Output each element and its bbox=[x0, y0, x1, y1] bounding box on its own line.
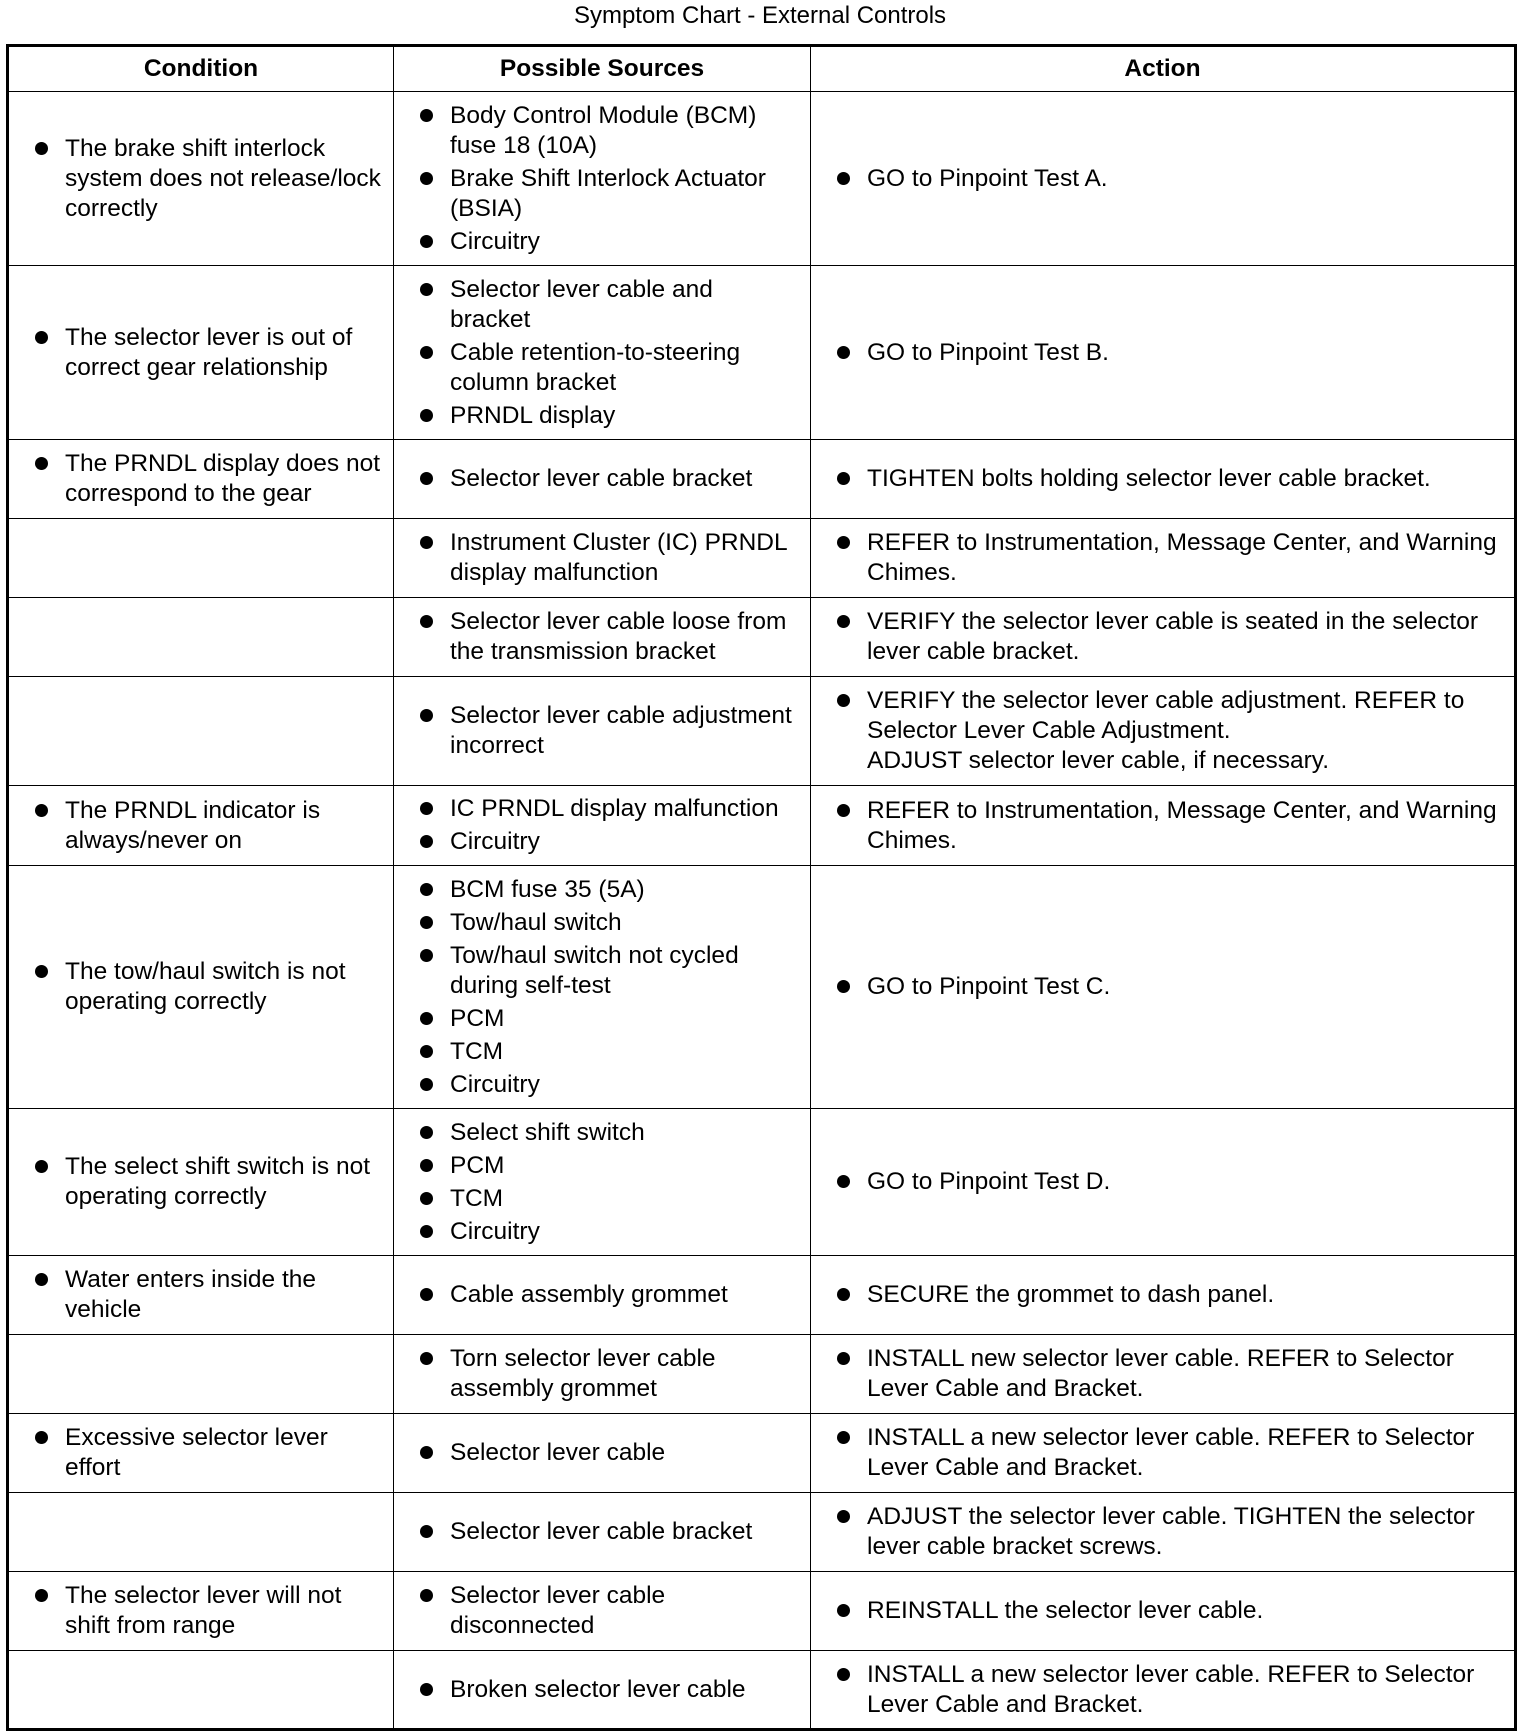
bullet-icon bbox=[420, 802, 433, 815]
condition-cell bbox=[8, 598, 394, 677]
action-text-line: REFER to Instrumentation, Message Center, and Warning Chimes. bbox=[867, 796, 1497, 854]
source-list bbox=[408, 464, 798, 494]
source-list bbox=[408, 1344, 798, 1404]
action-cell bbox=[811, 1414, 1516, 1493]
condition-text: The brake shift interlock system does not release/lock correctly bbox=[65, 134, 381, 222]
source-text: TCM bbox=[450, 1037, 504, 1065]
bullet-icon bbox=[837, 1668, 850, 1681]
action-bullet-item bbox=[825, 1280, 1502, 1310]
action-text-line: INSTALL new selector lever cable. REFER to Selector Lever Cable and Bracket. bbox=[867, 1345, 1454, 1402]
condition-bullet-item bbox=[23, 1152, 381, 1212]
source-list bbox=[408, 794, 798, 857]
bullet-icon bbox=[837, 346, 850, 359]
source-cell bbox=[394, 786, 811, 866]
source-list bbox=[408, 528, 798, 588]
action-cell bbox=[811, 1651, 1516, 1730]
condition-list bbox=[23, 796, 381, 856]
source-text: PCM bbox=[450, 1151, 505, 1179]
bullet-icon bbox=[837, 1604, 850, 1617]
table-row bbox=[8, 440, 1516, 519]
bullet-icon bbox=[420, 1126, 433, 1139]
table-row bbox=[8, 677, 1516, 786]
condition-list bbox=[23, 1265, 381, 1325]
header-row bbox=[8, 46, 1516, 92]
source-text: Circuitry bbox=[450, 1217, 540, 1245]
source-bullet-item bbox=[408, 1280, 798, 1310]
bullet-icon bbox=[35, 965, 48, 978]
bullet-icon bbox=[35, 457, 48, 470]
source-bullet-item bbox=[408, 875, 798, 905]
source-list bbox=[408, 607, 798, 667]
condition-text: The selector lever will not shift from range bbox=[65, 1582, 342, 1639]
action-text-line: GO to Pinpoint Test A. bbox=[867, 164, 1108, 192]
table-row bbox=[8, 786, 1516, 866]
bullet-icon bbox=[420, 615, 433, 628]
table-row bbox=[8, 1572, 1516, 1651]
action-text-line: TIGHTEN bolts holding selector lever cable bracket. bbox=[867, 465, 1431, 492]
condition-list bbox=[23, 957, 381, 1017]
source-cell bbox=[394, 598, 811, 677]
source-list bbox=[408, 1118, 798, 1247]
action-bullet-item bbox=[825, 528, 1502, 588]
condition-cell bbox=[8, 266, 394, 440]
source-text: PRNDL display bbox=[450, 401, 616, 429]
action-list bbox=[825, 796, 1502, 856]
action-bullet-item bbox=[825, 338, 1502, 368]
source-bullet-item bbox=[408, 338, 798, 398]
action-text-line: ADJUST selector lever cable, if necessary. bbox=[867, 747, 1330, 774]
bullet-icon bbox=[35, 1431, 48, 1444]
bullet-icon bbox=[837, 472, 850, 485]
source-cell bbox=[394, 1109, 811, 1256]
action-list bbox=[825, 1502, 1502, 1562]
source-bullet-item bbox=[408, 794, 798, 824]
source-bullet-item bbox=[408, 1438, 798, 1468]
bullet-icon bbox=[35, 804, 48, 817]
bullet-icon bbox=[420, 536, 433, 549]
action-cell bbox=[811, 866, 1516, 1109]
source-list bbox=[408, 701, 798, 761]
source-text: BCM fuse 35 (5A) bbox=[450, 875, 645, 903]
condition-cell bbox=[8, 677, 394, 786]
condition-bullet-item bbox=[23, 1423, 381, 1483]
condition-text: The PRNDL indicator is always/never on bbox=[65, 796, 321, 854]
action-list bbox=[825, 1167, 1502, 1197]
source-text: Body Control Module (BCM) fuse 18 (10A) bbox=[450, 101, 757, 159]
condition-list bbox=[23, 134, 381, 224]
source-cell bbox=[394, 1651, 811, 1730]
source-bullet-item bbox=[408, 401, 798, 431]
bullet-icon bbox=[420, 283, 433, 296]
source-list bbox=[408, 1675, 798, 1705]
source-bullet-item bbox=[408, 1581, 798, 1641]
action-list bbox=[825, 338, 1502, 368]
source-text: Selector lever cable bbox=[450, 1439, 666, 1466]
bullet-icon bbox=[420, 235, 433, 248]
action-bullet-item bbox=[825, 1167, 1502, 1197]
source-cell bbox=[394, 1572, 811, 1651]
bullet-icon bbox=[837, 980, 850, 993]
source-bullet-item bbox=[408, 464, 798, 494]
bullet-icon bbox=[420, 409, 433, 422]
source-list bbox=[408, 101, 798, 257]
condition-bullet-item bbox=[23, 1581, 381, 1641]
condition-text: The select shift switch is not operating correctly bbox=[65, 1153, 371, 1210]
source-bullet-item bbox=[408, 908, 798, 938]
source-bullet-item bbox=[408, 701, 798, 761]
condition-cell bbox=[8, 1493, 394, 1572]
action-cell bbox=[811, 519, 1516, 598]
action-text-line: GO to Pinpoint Test D. bbox=[867, 1168, 1111, 1195]
bullet-icon bbox=[837, 536, 850, 549]
bullet-icon bbox=[420, 1446, 433, 1459]
bullet-icon bbox=[420, 1225, 433, 1238]
action-bullet-item bbox=[825, 686, 1502, 776]
bullet-icon bbox=[420, 472, 433, 485]
condition-bullet-item bbox=[23, 796, 381, 856]
action-list bbox=[825, 686, 1502, 776]
symptom-chart-table bbox=[6, 44, 1517, 1731]
action-cell bbox=[811, 1493, 1516, 1572]
source-list bbox=[408, 275, 798, 431]
table-row bbox=[8, 1109, 1516, 1256]
bullet-icon bbox=[837, 1510, 850, 1523]
table-row bbox=[8, 1651, 1516, 1730]
source-text: Circuitry bbox=[450, 828, 540, 855]
action-cell bbox=[811, 1109, 1516, 1256]
bullet-icon bbox=[837, 1352, 850, 1365]
bullet-icon bbox=[837, 615, 850, 628]
source-text: Torn selector lever cable assembly grommet bbox=[450, 1345, 716, 1402]
source-text: Brake Shift Interlock Actuator (BSIA) bbox=[450, 164, 766, 222]
condition-cell bbox=[8, 1572, 394, 1651]
bullet-icon bbox=[837, 1175, 850, 1188]
bullet-icon bbox=[837, 172, 850, 185]
source-bullet-item bbox=[408, 1217, 798, 1247]
bullet-icon bbox=[837, 1288, 850, 1301]
condition-cell bbox=[8, 1256, 394, 1335]
bullet-icon bbox=[35, 1273, 48, 1286]
action-bullet-item bbox=[825, 464, 1502, 494]
source-text: Selector lever cable loose from the transmission bracket bbox=[450, 608, 787, 665]
table-body bbox=[8, 92, 1516, 1730]
bullet-icon bbox=[420, 1525, 433, 1538]
source-bullet-item bbox=[408, 1184, 798, 1214]
action-bullet-item bbox=[825, 1660, 1502, 1720]
action-list bbox=[825, 528, 1502, 588]
source-text: Selector lever cable and bracket bbox=[450, 275, 713, 333]
source-bullet-item bbox=[408, 1151, 798, 1181]
action-list bbox=[825, 1660, 1502, 1720]
action-text-line: INSTALL a new selector lever cable. REFER to Selector Lever Cable and Bracket. bbox=[867, 1660, 1475, 1718]
source-cell bbox=[394, 866, 811, 1109]
condition-cell bbox=[8, 866, 394, 1109]
source-list bbox=[408, 1438, 798, 1468]
bullet-icon bbox=[420, 346, 433, 359]
condition-cell bbox=[8, 519, 394, 598]
bullet-icon bbox=[420, 1352, 433, 1365]
source-bullet-item bbox=[408, 1070, 798, 1100]
action-bullet-item bbox=[825, 1502, 1502, 1562]
bullet-icon bbox=[35, 1589, 48, 1602]
action-cell bbox=[811, 1335, 1516, 1414]
condition-cell bbox=[8, 1109, 394, 1256]
source-cell bbox=[394, 1493, 811, 1572]
source-bullet-item bbox=[408, 1037, 798, 1067]
source-list bbox=[408, 1581, 798, 1641]
condition-list bbox=[23, 1423, 381, 1483]
action-cell bbox=[811, 677, 1516, 786]
action-bullet-item bbox=[825, 1344, 1502, 1404]
column-header-condition: Condition bbox=[8, 46, 394, 92]
bullet-icon bbox=[35, 142, 48, 155]
source-list bbox=[408, 875, 798, 1100]
table-row bbox=[8, 1414, 1516, 1493]
action-text-line: SECURE the grommet to dash panel. bbox=[867, 1281, 1275, 1308]
source-bullet-item bbox=[408, 607, 798, 667]
bullet-icon bbox=[420, 1012, 433, 1025]
bullet-icon bbox=[420, 883, 433, 896]
condition-text: Excessive selector lever effort bbox=[65, 1424, 328, 1481]
action-text-line: INSTALL a new selector lever cable. REFER to Selector Lever Cable and Bracket. bbox=[867, 1424, 1475, 1481]
condition-cell bbox=[8, 1651, 394, 1730]
condition-cell bbox=[8, 1414, 394, 1493]
source-text: Circuitry bbox=[450, 227, 540, 255]
condition-list bbox=[23, 449, 381, 509]
bullet-icon bbox=[420, 172, 433, 185]
action-list bbox=[825, 1423, 1502, 1483]
source-bullet-item bbox=[408, 227, 798, 257]
source-list bbox=[408, 1280, 798, 1310]
action-cell bbox=[811, 440, 1516, 519]
condition-bullet-item bbox=[23, 1265, 381, 1325]
condition-bullet-item bbox=[23, 323, 381, 383]
table-row bbox=[8, 266, 1516, 440]
source-bullet-item bbox=[408, 1344, 798, 1404]
bullet-icon bbox=[420, 835, 433, 848]
action-text-line: VERIFY the selector lever cable is seated in the selector lever cable bracket. bbox=[867, 608, 1478, 665]
bullet-icon bbox=[420, 1159, 433, 1172]
action-text-line: REINSTALL the selector lever cable. bbox=[867, 1597, 1264, 1624]
condition-text: The selector lever is out of correct gear relationship bbox=[65, 323, 353, 381]
column-header-possible-sources: Possible Sources bbox=[394, 46, 811, 92]
condition-bullet-item bbox=[23, 957, 381, 1017]
condition-text: The tow/haul switch is not operating correctly bbox=[65, 958, 346, 1015]
source-cell bbox=[394, 440, 811, 519]
source-text: Selector lever cable disconnected bbox=[450, 1582, 666, 1639]
bullet-icon bbox=[420, 109, 433, 122]
column-header-action: Action bbox=[811, 46, 1516, 92]
source-text: Selector lever cable adjustment incorrect bbox=[450, 702, 792, 759]
condition-text: Water enters inside the vehicle bbox=[65, 1266, 317, 1323]
condition-cell bbox=[8, 440, 394, 519]
table-row bbox=[8, 519, 1516, 598]
source-text: Instrument Cluster (IC) PRNDL display malfunction bbox=[450, 529, 787, 586]
bullet-icon bbox=[420, 916, 433, 929]
action-text-line: GO to Pinpoint Test B. bbox=[867, 338, 1109, 366]
action-text-line: GO to Pinpoint Test C. bbox=[867, 973, 1111, 1000]
action-cell bbox=[811, 92, 1516, 266]
source-bullet-item bbox=[408, 275, 798, 335]
source-cell bbox=[394, 266, 811, 440]
source-bullet-item bbox=[408, 941, 798, 1001]
action-bullet-item bbox=[825, 607, 1502, 667]
action-bullet-item bbox=[825, 972, 1502, 1002]
condition-cell bbox=[8, 786, 394, 866]
source-bullet-item bbox=[408, 101, 798, 161]
source-bullet-item bbox=[408, 164, 798, 224]
action-cell bbox=[811, 266, 1516, 440]
source-text: Cable assembly grommet bbox=[450, 1281, 728, 1308]
table-row bbox=[8, 598, 1516, 677]
source-bullet-item bbox=[408, 1517, 798, 1547]
table-row bbox=[8, 92, 1516, 266]
table-row bbox=[8, 1335, 1516, 1414]
action-text-line: ADJUST the selector lever cable. TIGHTEN the selector lever cable bracket screws. bbox=[867, 1503, 1475, 1560]
bullet-icon bbox=[420, 949, 433, 962]
action-list bbox=[825, 464, 1502, 494]
source-text: Selector lever cable bracket bbox=[450, 1518, 753, 1545]
source-cell bbox=[394, 1414, 811, 1493]
source-cell bbox=[394, 1256, 811, 1335]
bullet-icon bbox=[420, 1288, 433, 1301]
bullet-icon bbox=[420, 1078, 433, 1091]
action-text-line: VERIFY the selector lever cable adjustment. REFER to Selector Lever Cable Adjustment. bbox=[867, 687, 1465, 744]
condition-cell bbox=[8, 1335, 394, 1414]
table-row bbox=[8, 1493, 1516, 1572]
condition-list bbox=[23, 1581, 381, 1641]
bullet-icon bbox=[420, 1589, 433, 1602]
action-cell bbox=[811, 598, 1516, 677]
action-list bbox=[825, 164, 1502, 194]
source-text: Broken selector lever cable bbox=[450, 1675, 746, 1703]
source-text: TCM bbox=[450, 1184, 504, 1212]
bullet-icon bbox=[420, 1683, 433, 1696]
action-list bbox=[825, 1596, 1502, 1626]
source-text: Selector lever cable bracket bbox=[450, 465, 753, 492]
action-bullet-item bbox=[825, 1596, 1502, 1626]
table-row bbox=[8, 866, 1516, 1109]
action-cell bbox=[811, 1572, 1516, 1651]
action-bullet-item bbox=[825, 164, 1502, 194]
bullet-icon bbox=[837, 694, 850, 707]
source-cell bbox=[394, 519, 811, 598]
source-cell bbox=[394, 1335, 811, 1414]
source-text: Cable retention-to-steering column bracket bbox=[450, 338, 741, 396]
source-bullet-item bbox=[408, 528, 798, 588]
action-list bbox=[825, 1344, 1502, 1404]
source-cell bbox=[394, 677, 811, 786]
action-cell bbox=[811, 1256, 1516, 1335]
source-text: IC PRNDL display malfunction bbox=[450, 795, 779, 822]
condition-bullet-item bbox=[23, 134, 381, 224]
action-list bbox=[825, 1280, 1502, 1310]
bullet-icon bbox=[420, 1045, 433, 1058]
bullet-icon bbox=[837, 1431, 850, 1444]
chart-title: Symptom Chart - External Controls bbox=[573, 2, 947, 29]
condition-text: The PRNDL display does not correspond to the gear bbox=[65, 450, 381, 507]
action-cell bbox=[811, 786, 1516, 866]
condition-list bbox=[23, 323, 381, 383]
source-text: Tow/haul switch not cycled during self-test bbox=[450, 941, 739, 999]
source-bullet-item bbox=[408, 1004, 798, 1034]
table-row bbox=[8, 1256, 1516, 1335]
bullet-icon bbox=[420, 1192, 433, 1205]
bullet-icon bbox=[35, 1160, 48, 1173]
action-list bbox=[825, 972, 1502, 1002]
action-bullet-item bbox=[825, 796, 1502, 856]
source-bullet-item bbox=[408, 827, 798, 857]
condition-bullet-item bbox=[23, 449, 381, 509]
bullet-icon bbox=[420, 709, 433, 722]
action-bullet-item bbox=[825, 1423, 1502, 1483]
source-bullet-item bbox=[408, 1675, 798, 1705]
bullet-icon bbox=[35, 331, 48, 344]
source-text: PCM bbox=[450, 1004, 505, 1032]
source-text: Tow/haul switch bbox=[450, 908, 622, 936]
source-list bbox=[408, 1517, 798, 1547]
bullet-icon bbox=[837, 804, 850, 817]
source-text: Circuitry bbox=[450, 1070, 540, 1098]
action-text-line: REFER to Instrumentation, Message Center, and Warning Chimes. bbox=[867, 529, 1497, 586]
condition-cell bbox=[8, 92, 394, 266]
action-list bbox=[825, 607, 1502, 667]
condition-list bbox=[23, 1152, 381, 1212]
source-bullet-item bbox=[408, 1118, 798, 1148]
source-text: Select shift switch bbox=[450, 1118, 645, 1146]
source-cell bbox=[394, 92, 811, 266]
